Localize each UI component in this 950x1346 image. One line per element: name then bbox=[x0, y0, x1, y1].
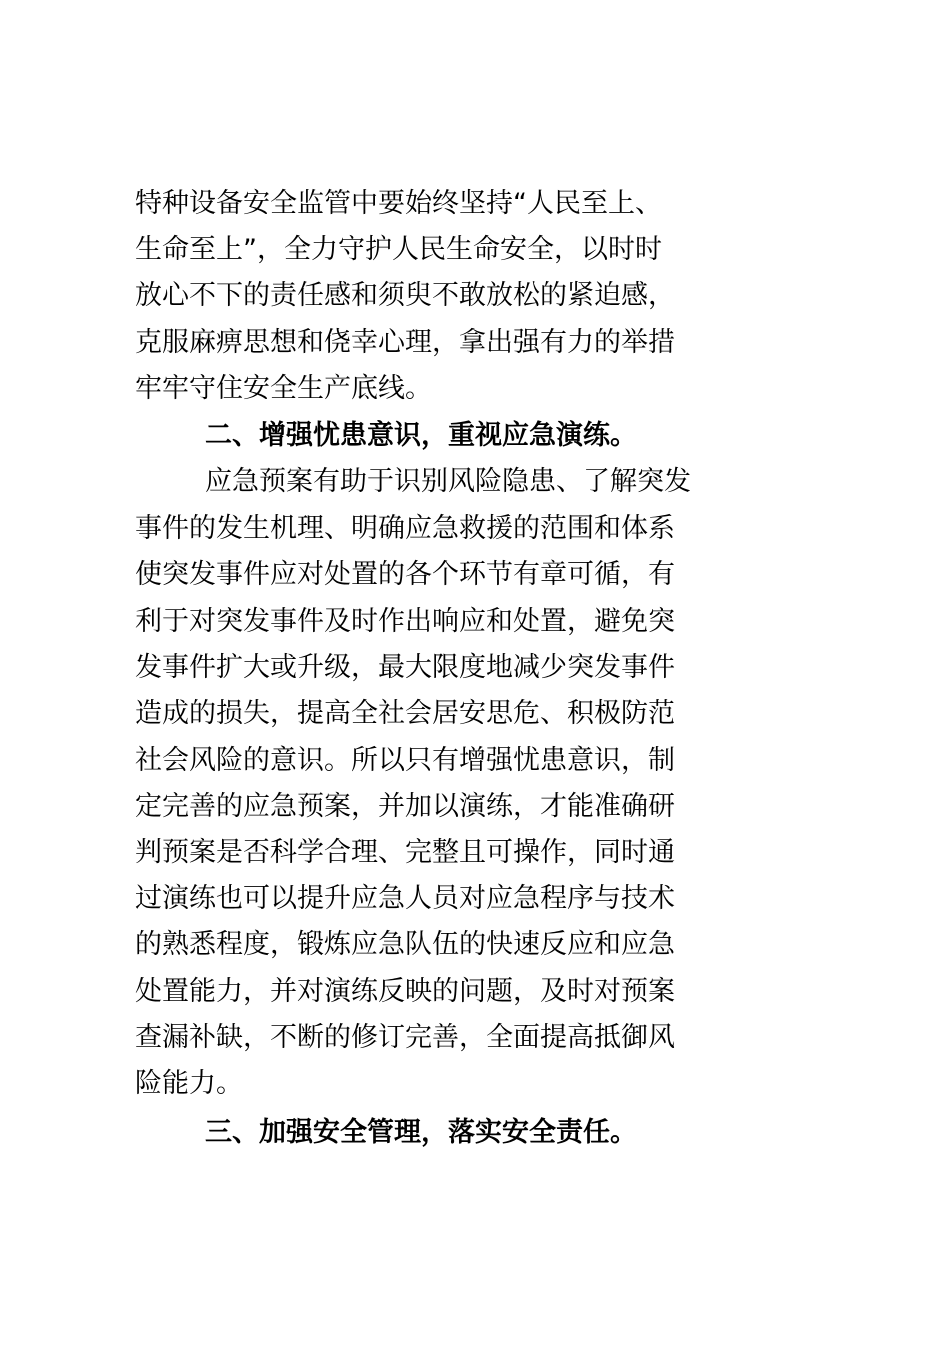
body-line: 判预案是否科学合理、完整且可操作，同时通 bbox=[135, 837, 675, 868]
body-line: 处置能力，并对演练反映的问题，及时对预案 bbox=[135, 976, 675, 1007]
section-heading-3: 三、加强安全管理，落实安全责任。 bbox=[205, 1117, 637, 1148]
body-line: 生命至上”，全力守护人民生命安全，以时时 bbox=[135, 234, 662, 265]
body-line: 过演练也可以提升应急人员对应急程序与技术 bbox=[135, 883, 675, 914]
body-line: 特种设备安全监管中要始终坚持“人民至上、 bbox=[135, 188, 662, 219]
body-line: 查漏补缺，不断的修订完善，全面提高抵御风 bbox=[135, 1022, 675, 1053]
body-line: 应急预案有助于识别风险隐患、了解突发 bbox=[205, 466, 691, 497]
body-line: 放心不下的责任感和须臾不敢放松的紧迫感， bbox=[135, 280, 675, 311]
body-line: 定完善的应急预案，并加以演练，才能准确研 bbox=[135, 791, 675, 822]
body-line: 造成的损失，提高全社会居安思危、积极防范 bbox=[135, 698, 675, 729]
body-line: 利于对突发事件及时作出响应和处置，避免突 bbox=[135, 606, 675, 637]
body-line: 使突发事件应对处置的各个环节有章可循，有 bbox=[135, 559, 675, 590]
body-line: 克服麻痹思想和侥幸心理，拿出强有力的举措 bbox=[135, 327, 675, 358]
body-line: 牢牢守住安全生产底线。 bbox=[135, 373, 432, 404]
body-line: 社会风险的意识。所以只有增强忧患意识，制 bbox=[135, 745, 675, 776]
body-line: 事件的发生机理、明确应急救援的范围和体系 bbox=[135, 513, 675, 544]
body-line: 的熟悉程度，锻炼应急队伍的快速反应和应急 bbox=[135, 929, 675, 960]
body-line: 发事件扩大或升级，最大限度地减少突发事件 bbox=[135, 652, 675, 683]
body-line: 险能力。 bbox=[135, 1068, 243, 1099]
section-heading-2: 二、增强忧患意识，重视应急演练。 bbox=[205, 420, 637, 451]
